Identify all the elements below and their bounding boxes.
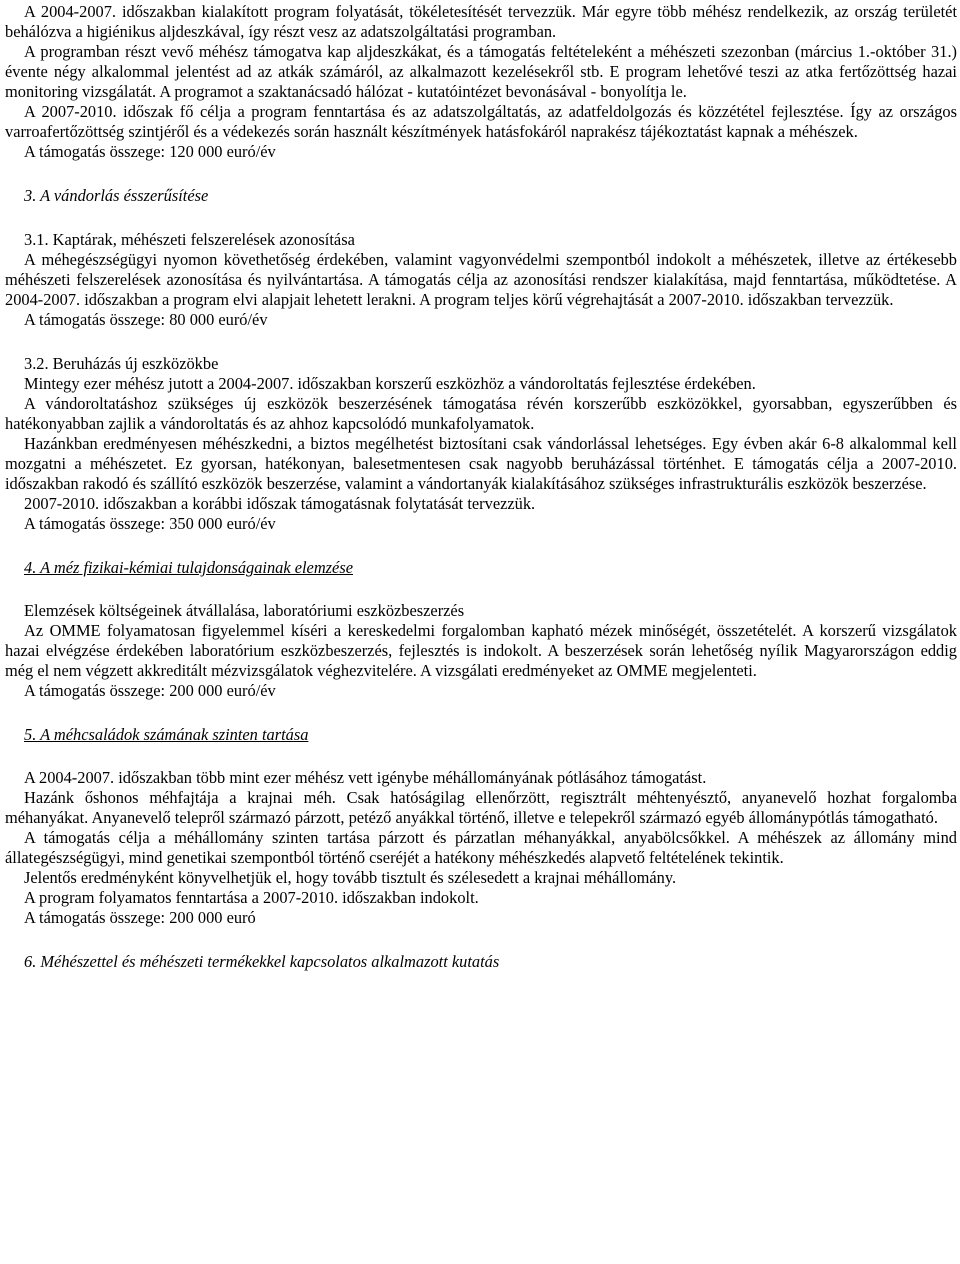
support-amount-equipment: A támogatás összege: 350 000 euró/év — [24, 514, 276, 533]
paragraph-colony-support: A 2004-2007. időszakban több mint ezer méhész vett igénybe méhállományának pótlásához támogatást. — [24, 768, 707, 787]
paragraph-result: Jelentős eredményként könyvelhetjük el, hogy tovább tisztult és szélesedett a krajnai méhállomány. — [24, 868, 677, 887]
section-heading-3: 3. A vándorlás ésszerűsítése — [24, 186, 209, 205]
support-amount-monitoring: A támogatás összege: 120 000 euró/év — [24, 142, 276, 161]
paragraph-hive-identification: A méhegészségügyi nyomon követhetőség érdekében, valamint vagyonvédelmi szempontból indokolt a méhészetek, illetve az értékesebb méhészeti felszerelések azonosítása és nyilvántartása. A támogatás célja az azonosítási rendszer kialakítása, majd fenntartása, működtetése. A 2004-2007. időszakban a program elvi alapjait lehetett lerakni. A program teljes körű végrehajtását a 2007-2010. időszakban tervezzük. — [5, 250, 957, 309]
support-amount-identification: A támogatás összege: 80 000 euró/év — [24, 310, 268, 329]
paragraph-continuation-plan: 2007-2010. időszakban a korábbi időszak támogatásnak folytatását tervezzük. — [24, 494, 536, 513]
section-heading-4: 4. A méz fizikai-kémiai tulajdonságainak elemzése — [24, 558, 353, 577]
paragraph-migration-investment: Hazánkban eredményesen méhészkedni, a biztos megélhetést biztosítani csak vándorlással lehetséges. Egy évben akár 6-8 alkalommal kell mozgatni a méhészetet. Ez gyorsan, hatékonyan, balesetmentesen csak nagyobb beruházással történhet. E támogatás célja a 2007-2010. időszakban rakodó és szállító eszközök beszerzése, valamint a vándortanyák kialakításához szükséges infrastrukturális eszközök beszerzése. — [5, 434, 957, 493]
paragraph-stock-maintenance: A támogatás célja a méhállomány szinten tartása párzott és párzatlan méhanyákkal, anyabölcsőkkel. A méhészek az állomány mind állategészségügyi, mind genetikai szempontból történő cseréjét a hatékony méhészkedés alapvető feltételének tekintik. — [5, 828, 957, 867]
support-amount-colonies: A támogatás összege: 200 000 euró — [24, 908, 256, 927]
paragraph-program-maintenance: A program folyamatos fenntartása a 2007-2010. időszakban indokolt. — [24, 888, 479, 907]
paragraph-2007-2010-goals: A 2007-2010. időszak fő célja a program fenntartása és az adatszolgáltatás, az adatfeldolgozás és közzététel fejlesztése. Így az országos varroafertőzöttség szintjéről és a védekezés során használt készítmények hatásfokáról naprakész tájékoztatást kapnak a méhészek. — [5, 102, 957, 141]
subsection-heading-lab: Elemzések költségeinek átvállalása, laboratóriumi eszközbeszerzés — [24, 601, 465, 620]
paragraph-honey-analysis: Az OMME folyamatosan figyelemmel kíséri a kereskedelmi forgalomban kapható mézek minőségét, összetételét. A korszerű vizsgálatok hazai elvégzése érdekében laboratórium eszközbeszerzés, fejlesztés is indokolt. A beszerzések során lehetőség nyílik Magyarországon eddig még el nem végzett akkreditált mézvizsgálatok véghezvitelére. A vizsgálati eredményeket az OMME megjelenteti. — [5, 621, 957, 680]
paragraph-program-participants: A programban részt vevő méhész támogatva kap aljdeszkákat, és a támogatás feltételeként a méhészeti szezonban (március 1.-október 31.) évente négy alkalommal jelentést ad az atkák számáról, az alkalmazott kezelésekről stb. E program lehetővé teszi az atka fertőzöttség hazai monitoring vizsgálatát. A programot a szaktanácsadó hálózat - kutatóintézet bevonásával - bonyolítja le. — [5, 42, 957, 101]
support-amount-analysis: A támogatás összege: 200 000 euró/év — [24, 681, 276, 700]
paragraph-program-continuation: A 2004-2007. időszakban kialakított program folyatását, tökéletesítését tervezzük. Már egyre több méhész rendelkezik, az ország területét behálózva a higiénikus aljdeszkával, így részt vesz az adatszolgáltatási programban. — [5, 2, 957, 41]
paragraph-equipment-purchase: A vándoroltatáshoz szükséges új eszközök beszerzésének támogatása révén korszerűbb eszközökkel, gyorsabban, egyszerűbben és hatékonyabban zajlik a vándoroltatás és az ahhoz kapcsolódó munkafolyamatok. — [5, 394, 957, 433]
paragraph-equipment-intro: Mintegy ezer méhész jutott a 2004-2007. időszakban korszerű eszközhöz a vándoroltatás fejlesztése érdekében. — [24, 374, 756, 393]
subsection-heading-3-2: 3.2. Beruházás új eszközökbe — [24, 354, 219, 373]
section-heading-5: 5. A méhcsaládok számának szinten tartása — [24, 725, 309, 744]
paragraph-carniolan-bee: Hazánk őshonos méhfajtája a krajnai méh. Csak hatóságilag ellenőrzött, regisztrált méhtenyésztő, anyanevelő hozhat forgalomba méhanyákat. Anyanevelő telepről származó párzott, petéző anyákkal történő, illetve e telepekről származó egyéb állománypótlás támogatható. — [5, 788, 957, 827]
subsection-heading-3-1: 3.1. Kaptárak, méhészeti felszerelések azonosítása — [24, 230, 355, 249]
section-heading-6: 6. Méhészettel és méhészeti termékekkel kapcsolatos alkalmazott kutatás — [24, 952, 500, 971]
